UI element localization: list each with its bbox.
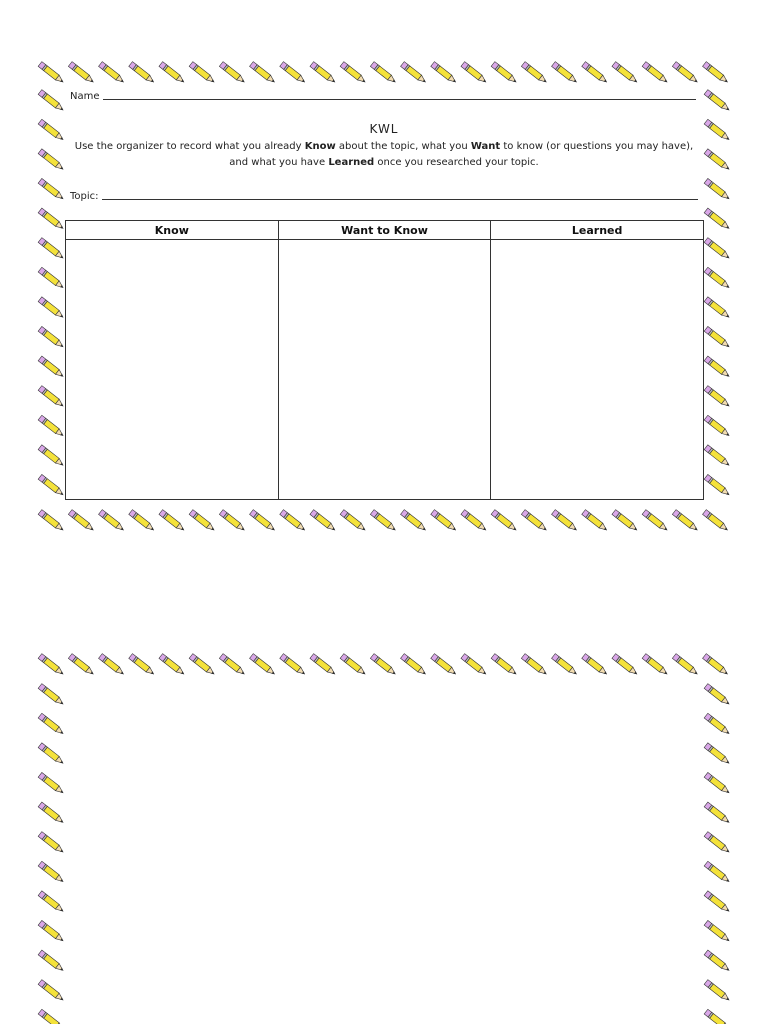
pencil-icon xyxy=(38,950,65,973)
pencil-icon xyxy=(99,510,126,533)
pencil-icon xyxy=(310,654,337,677)
pencil-icon xyxy=(38,208,65,231)
topic-field[interactable] xyxy=(70,188,698,202)
pencil-icon xyxy=(704,326,731,349)
pencil-icon xyxy=(642,510,669,533)
pencil-icon xyxy=(38,238,65,261)
pencil-icon xyxy=(704,238,731,261)
instructions-want: Want xyxy=(470,141,501,152)
pencil-icon xyxy=(280,654,307,677)
pencil-border-top xyxy=(36,650,736,680)
pencil-icon xyxy=(491,510,518,533)
pencil-icon xyxy=(38,297,65,320)
pencil-icon xyxy=(129,654,156,677)
pencil-icon xyxy=(461,62,488,85)
pencil-icon xyxy=(38,832,65,855)
pencil-icon xyxy=(704,950,731,973)
pencil-icon xyxy=(219,510,246,533)
pencil-icon xyxy=(704,743,731,766)
pencil-icon xyxy=(310,510,337,533)
pencil-border-bottom xyxy=(36,506,736,536)
pencil-icon xyxy=(38,654,65,677)
pencil-icon xyxy=(189,654,216,677)
pencil-icon xyxy=(38,326,65,349)
pencil-icon xyxy=(704,920,731,943)
pencil-icon xyxy=(704,415,731,438)
pencil-icon xyxy=(552,62,579,85)
name-line xyxy=(103,98,696,100)
name-label: Name xyxy=(70,91,100,102)
pencil-icon xyxy=(704,980,731,1003)
pencil-icon xyxy=(401,510,428,533)
pencil-icon xyxy=(250,654,277,677)
pencil-icon xyxy=(552,510,579,533)
pencil-icon xyxy=(99,62,126,85)
pencil-icon xyxy=(189,510,216,533)
instructions xyxy=(72,139,696,171)
pencil-icon xyxy=(68,654,95,677)
pencil-icon xyxy=(401,62,428,85)
pencil-icon xyxy=(704,208,731,231)
pencil-icon xyxy=(68,62,95,85)
pencil-icon xyxy=(704,474,731,497)
pencil-icon xyxy=(461,510,488,533)
pencil-icon xyxy=(704,684,731,707)
pencil-icon xyxy=(552,654,579,677)
instructions-text: to know (or questions you may have), and what you have xyxy=(229,141,694,168)
pencil-icon xyxy=(370,654,397,677)
pencil-icon xyxy=(704,445,731,468)
pencil-icon xyxy=(704,386,731,409)
pencil-icon xyxy=(280,62,307,85)
pencil-icon xyxy=(521,62,548,85)
pencil-icon xyxy=(38,90,65,113)
pencil-icon xyxy=(704,1009,731,1024)
pencil-icon xyxy=(704,861,731,884)
pencil-icon xyxy=(99,654,126,677)
pencil-icon xyxy=(68,510,95,533)
want-to-know-cell[interactable] xyxy=(278,240,491,500)
pencil-icon xyxy=(582,654,609,677)
pencil-icon xyxy=(612,510,639,533)
pencil-icon xyxy=(612,654,639,677)
learned-cell[interactable] xyxy=(491,240,704,500)
pencil-border-left xyxy=(36,680,66,1024)
pencil-icon xyxy=(521,654,548,677)
pencil-icon xyxy=(491,62,518,85)
pencil-icon xyxy=(219,62,246,85)
pencil-icon xyxy=(219,654,246,677)
pencil-icon xyxy=(38,267,65,290)
pencil-icon xyxy=(431,62,458,85)
pencil-border-right xyxy=(702,680,732,1024)
pencil-icon xyxy=(38,356,65,379)
column-header-know: Know xyxy=(66,221,279,240)
pencil-icon xyxy=(38,980,65,1003)
pencil-icon xyxy=(703,62,730,85)
pencil-icon xyxy=(370,510,397,533)
pencil-icon xyxy=(38,743,65,766)
pencil-icon xyxy=(189,62,216,85)
pencil-icon xyxy=(704,772,731,795)
pencil-icon xyxy=(38,861,65,884)
pencil-icon xyxy=(38,891,65,914)
pencil-icon xyxy=(582,510,609,533)
topic-label: Topic: xyxy=(70,191,99,202)
pencil-icon xyxy=(129,510,156,533)
pencil-icon xyxy=(38,386,65,409)
pencil-icon xyxy=(310,62,337,85)
pencil-icon xyxy=(38,772,65,795)
pencil-icon xyxy=(129,62,156,85)
pencil-icon xyxy=(340,62,367,85)
pencil-icon xyxy=(704,149,731,172)
kwl-table xyxy=(65,220,704,500)
pencil-icon xyxy=(38,149,65,172)
pencil-icon xyxy=(370,62,397,85)
instructions-text: Use the organizer to record what you already xyxy=(74,141,305,152)
pencil-icon xyxy=(340,510,367,533)
pencil-icon xyxy=(38,684,65,707)
pencil-icon xyxy=(159,62,186,85)
pencil-icon xyxy=(491,654,518,677)
name-field[interactable] xyxy=(70,88,696,102)
pencil-icon xyxy=(38,474,65,497)
pencil-icon xyxy=(704,802,731,825)
pencil-icon xyxy=(703,510,730,533)
pencil-icon xyxy=(250,510,277,533)
pencil-icon xyxy=(38,1009,65,1024)
page-title: KWL xyxy=(369,122,399,136)
instructions-know: Know xyxy=(304,141,336,152)
instructions-text: once you researched your topic. xyxy=(374,157,539,168)
pencil-icon xyxy=(159,510,186,533)
pencil-icon xyxy=(704,90,731,113)
pencil-icon xyxy=(672,510,699,533)
pencil-icon xyxy=(582,62,609,85)
pencil-icon xyxy=(431,510,458,533)
topic-line xyxy=(102,198,698,200)
pencil-icon xyxy=(704,178,731,201)
column-header-learned: Learned xyxy=(491,221,704,240)
pencil-icon xyxy=(461,654,488,677)
pencil-icon xyxy=(159,654,186,677)
pencil-icon xyxy=(642,62,669,85)
pencil-icon xyxy=(38,178,65,201)
pencil-icon xyxy=(704,832,731,855)
instructions-learned: Learned xyxy=(328,157,375,168)
pencil-icon xyxy=(642,654,669,677)
pencil-icon xyxy=(703,654,730,677)
pencil-icon xyxy=(38,713,65,736)
pencil-icon xyxy=(672,62,699,85)
pencil-icon xyxy=(401,654,428,677)
pencil-icon xyxy=(38,920,65,943)
column-header-want-to-know: Want to Know xyxy=(278,221,491,240)
instructions-text: about the topic, what you xyxy=(335,141,471,152)
pencil-icon xyxy=(612,62,639,85)
pencil-border-left xyxy=(36,86,66,506)
know-cell[interactable] xyxy=(66,240,279,500)
pencil-icon xyxy=(672,654,699,677)
pencil-icon xyxy=(704,267,731,290)
pencil-border-right xyxy=(702,86,732,506)
pencil-icon xyxy=(704,713,731,736)
pencil-icon xyxy=(340,654,367,677)
pencil-icon xyxy=(38,802,65,825)
pencil-border-top xyxy=(36,58,736,88)
pencil-icon xyxy=(704,891,731,914)
pencil-icon xyxy=(250,62,277,85)
pencil-icon xyxy=(280,510,307,533)
pencil-icon xyxy=(704,356,731,379)
pencil-icon xyxy=(38,445,65,468)
pencil-icon xyxy=(521,510,548,533)
pencil-icon xyxy=(431,654,458,677)
pencil-icon xyxy=(704,297,731,320)
pencil-icon xyxy=(38,415,65,438)
pencil-icon xyxy=(38,62,65,85)
pencil-icon xyxy=(38,510,65,533)
